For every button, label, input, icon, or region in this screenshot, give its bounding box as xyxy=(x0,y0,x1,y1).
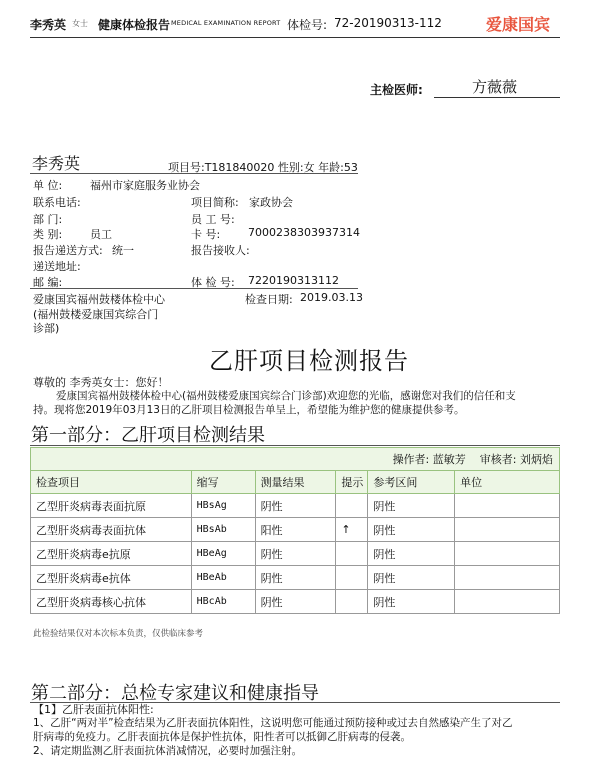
exam-no-value: 7220190313112 xyxy=(248,274,339,287)
advice-line3: 2、请定期监测乙肝表面抗体消减情况，必要时加强注射。 xyxy=(33,745,303,757)
operator-label: 操作者: xyxy=(392,453,430,466)
col-result: 测量结果 xyxy=(255,471,336,494)
col-unit: 单位 xyxy=(455,471,560,494)
delivery-value: 统一 xyxy=(112,244,134,257)
header-report-title-en: MEDICAL EXAMINATION REPORT xyxy=(171,19,281,27)
reviewer-label: 审核者: xyxy=(479,453,517,466)
emp-no-label: 员 工 号: xyxy=(191,213,235,226)
advice-line1: 1、乙肝“两对半”检查结果为乙肝表面抗体阳性，这说明您可能通过预防接种或过去自然感染产生了对乙 xyxy=(33,717,513,729)
operator-name: 蓝敏芳 xyxy=(432,453,466,466)
exam-no-label: 体 检 号: xyxy=(191,276,235,289)
header-exam-no: 72-20190313-112 xyxy=(334,16,442,30)
cell-unit xyxy=(455,590,560,614)
cell-item: 乙型肝炎病毒e抗体 xyxy=(31,566,192,590)
results-footnote: 此检验结果仅对本次标本负责，仅供临床参考 xyxy=(33,629,204,639)
part2-title: 第二部分：总检专家建议和健康指导 xyxy=(31,683,319,704)
cell-hint xyxy=(336,566,368,590)
cell-result: 阴性 xyxy=(255,566,336,590)
address-label: 递送地址: xyxy=(33,260,81,273)
project-short-value: 家政协会 xyxy=(249,196,293,209)
cell-ref: 阴性 xyxy=(368,542,455,566)
cell-unit xyxy=(455,518,560,542)
category-value: 员工 xyxy=(90,228,112,241)
patient-divider-bottom xyxy=(30,288,358,289)
receiver-label: 报告接收人: xyxy=(191,244,250,257)
cell-item: 乙型肝炎病毒e抗原 xyxy=(31,542,192,566)
category-label: 类 别: xyxy=(33,228,63,241)
cell-hint xyxy=(336,494,368,518)
cell-result: 阴性 xyxy=(255,542,336,566)
dept-label: 部 门: xyxy=(33,213,63,226)
cell-unit xyxy=(455,566,560,590)
cell-result: 阳性 xyxy=(255,518,336,542)
phone-label: 联系电话: xyxy=(33,196,81,209)
col-item: 检查项目 xyxy=(31,471,192,494)
table-row xyxy=(31,566,560,590)
results-table xyxy=(30,447,560,614)
brand-logo: 爱康国宾 xyxy=(486,15,551,34)
cell-item: 乙型肝炎病毒表面抗体 xyxy=(31,518,192,542)
cell-abbr: HBeAg xyxy=(191,542,255,566)
project-short-label: 项目简称: xyxy=(191,196,239,209)
cell-result: 阴性 xyxy=(255,590,336,614)
delivery-label: 报告递送方式: xyxy=(33,244,103,257)
table-row xyxy=(31,542,560,566)
card-value: 7000238303937314 xyxy=(248,226,360,239)
advice-heading: 【1】乙肝表面抗体阳性: xyxy=(33,703,154,716)
header-exam-no-label: 体检号: xyxy=(287,18,328,32)
center-line1: 爱康国宾福州鼓楼体检中心 xyxy=(33,293,165,306)
cell-result: 阴性 xyxy=(255,494,336,518)
cell-ref: 阴性 xyxy=(368,566,455,590)
exam-date-label: 检查日期: xyxy=(245,293,293,306)
cell-ref: 阴性 xyxy=(368,590,455,614)
cell-abbr: HBsAb xyxy=(191,518,255,542)
col-hint: 提示 xyxy=(336,471,368,494)
cell-hint xyxy=(336,590,368,614)
part1-divider xyxy=(30,445,560,446)
cell-ref: 阴性 xyxy=(368,494,455,518)
report-title: 乙肝项目检测报告 xyxy=(209,347,409,375)
cell-hint xyxy=(336,542,368,566)
part1-title: 第一部分：乙肝项目检测结果 xyxy=(31,425,265,446)
table-row xyxy=(31,518,560,542)
postcode-label: 邮 编: xyxy=(33,276,63,289)
cell-unit xyxy=(455,494,560,518)
header-title-suffix: 女士 xyxy=(72,19,88,28)
header-divider xyxy=(30,37,560,38)
unit-value: 福州市家庭服务业协会 xyxy=(90,179,200,192)
exam-date-value: 2019.03.13 xyxy=(300,291,363,304)
cell-hint: ↑ xyxy=(336,518,368,542)
header-report-title: 健康体检报告 xyxy=(98,18,171,32)
card-label: 卡 号: xyxy=(191,228,221,241)
patient-divider xyxy=(30,173,358,174)
table-header xyxy=(31,471,560,494)
cell-unit xyxy=(455,542,560,566)
signature-line xyxy=(434,97,560,98)
greeting: 尊敬的 李秀英女士：您好！ xyxy=(33,376,169,389)
intro-line1: 爱康国宾福州鼓楼体检中心(福州鼓楼爱康国宾综合门诊部)欢迎您的光临，感谢您对我们的信任和支 xyxy=(56,390,516,402)
patient-name: 李秀英 xyxy=(32,154,81,173)
cell-item: 乙型肝炎病毒表面抗原 xyxy=(31,494,192,518)
advice-line2: 肝病毒的免疫力。乙肝表面抗体是保护性抗体，阳性者可以抵御乙肝病毒的侵袭。 xyxy=(33,731,411,743)
col-ref: 参考区间 xyxy=(368,471,455,494)
unit-label: 单 位: xyxy=(33,179,63,192)
patient-summary: 项目号:T181840020 性别:女 年龄:53 xyxy=(168,161,358,174)
table-row xyxy=(31,590,560,614)
operator-row xyxy=(31,448,560,471)
header-patient-name: 李秀英 xyxy=(30,18,67,32)
doctor-label: 主检医师: xyxy=(370,83,423,97)
intro-line2: 持。现将您2019年03月13日的乙肝项目检测报告单呈上，希望能为维护您的健康提供参考。 xyxy=(33,404,465,416)
cell-abbr: HBsAg xyxy=(191,494,255,518)
cell-abbr: HBeAb xyxy=(191,566,255,590)
reviewer-name: 刘炳焰 xyxy=(520,453,553,466)
center-line2: (福州鼓楼爱康国宾综合门 xyxy=(33,308,159,321)
cell-abbr: HBcAb xyxy=(191,590,255,614)
table-row xyxy=(31,494,560,518)
col-abbr: 缩写 xyxy=(191,471,255,494)
doctor-name: 方薇薇 xyxy=(472,78,518,96)
cell-item: 乙型肝炎病毒核心抗体 xyxy=(31,590,192,614)
cell-ref: 阴性 xyxy=(368,518,455,542)
center-line3: 诊部) xyxy=(33,322,60,335)
